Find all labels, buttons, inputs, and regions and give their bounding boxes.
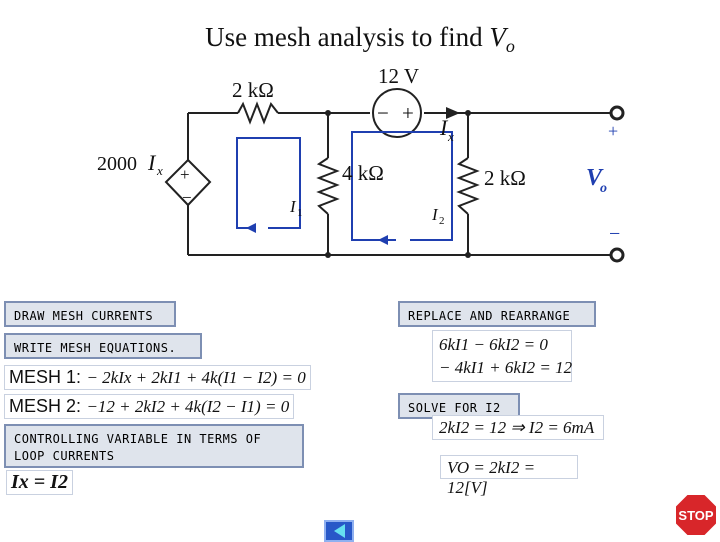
r-mid-label: 4 kΩ (342, 161, 384, 185)
back-triangle (334, 524, 345, 538)
vsource-label: 12 V (378, 64, 420, 88)
mesh2-body: −12 + 2kI2 + 4k(I2 − I1) = 0 (86, 397, 290, 416)
rearranged-eq-2: − 4kI1 + 6kI2 = 12 (439, 358, 573, 377)
node-dot (465, 110, 471, 116)
mesh1-body: − 2kIx + 2kI1 + 4k(I1 − I2) = 0 (86, 368, 306, 387)
mesh2-label: MESH 2: (9, 396, 82, 416)
vo-equation (440, 455, 578, 497)
title-var: V (489, 22, 506, 52)
dep-var-sub: x (157, 163, 163, 178)
resistor-left (238, 104, 278, 122)
node-dot (465, 252, 471, 258)
dep-var-label: I (148, 150, 156, 175)
step-replace-rearrange: REPLACE AND REARRANGE (398, 301, 596, 327)
out-minus-label: − (609, 223, 621, 245)
back-arrow-icon[interactable] (324, 520, 354, 542)
solve-eq-text: 2kI2 = 12 ⇒ I2 = 6mA (439, 418, 595, 437)
vo-eq-text: VO = 2kI2 = 12[V] (447, 458, 536, 497)
solve-equation (432, 415, 604, 440)
stop-label: STOP (678, 508, 714, 523)
rearranged-equations (432, 330, 572, 382)
step-draw-mesh-currents: DRAW MESH CURRENTS (4, 301, 176, 327)
node-dot (325, 252, 331, 258)
ix-arrow-icon (446, 107, 460, 119)
vo-sub: o (600, 181, 607, 196)
dep-minus: − (182, 188, 192, 207)
stop-sign-icon[interactable] (674, 493, 718, 537)
title-text: Use mesh analysis to find (205, 22, 483, 52)
mesh2-equation (4, 394, 294, 419)
node-dot (325, 110, 331, 116)
dep-plus: + (180, 165, 190, 184)
i2-sub: 2 (439, 215, 445, 227)
step-write-mesh-equations: WRITE MESH EQUATIONS. (4, 333, 202, 359)
title-var-sub: o (505, 36, 515, 57)
i1-label: I (290, 197, 296, 216)
mesh2-arrow-icon (378, 235, 388, 245)
resistor-mid (319, 158, 337, 214)
dep-coef-label: 2000 (97, 153, 137, 175)
ix-sub: x (448, 129, 454, 144)
step-solve-for-i2: SOLVE FOR I2 (398, 393, 520, 419)
out-plus-label: + (608, 121, 619, 141)
ix-equation: Ix = I2 (6, 470, 73, 495)
r-left-label: 2 kΩ (232, 78, 274, 102)
vsource-plus: + (402, 101, 414, 125)
step-controlling-variable: CONTROLLING VARIABLE IN TERMS OF LOOP CURRENTS (4, 424, 304, 468)
i2-label: I (432, 205, 438, 224)
vsource-minus: − (377, 101, 389, 125)
mesh1-equation (4, 365, 311, 390)
rearranged-eq-1: 6kI1 − 6kI2 = 0 (439, 335, 548, 354)
terminal-bottom (611, 249, 623, 261)
vo-label: V (586, 165, 603, 191)
ix-label: I (440, 115, 448, 140)
mesh1-arrow-icon (246, 223, 256, 233)
terminal-top (611, 107, 623, 119)
r-right-label: 2 kΩ (484, 166, 526, 190)
i1-sub: 1 (297, 207, 303, 219)
mesh1-label: MESH 1: (9, 367, 82, 387)
resistor-right (459, 158, 477, 214)
